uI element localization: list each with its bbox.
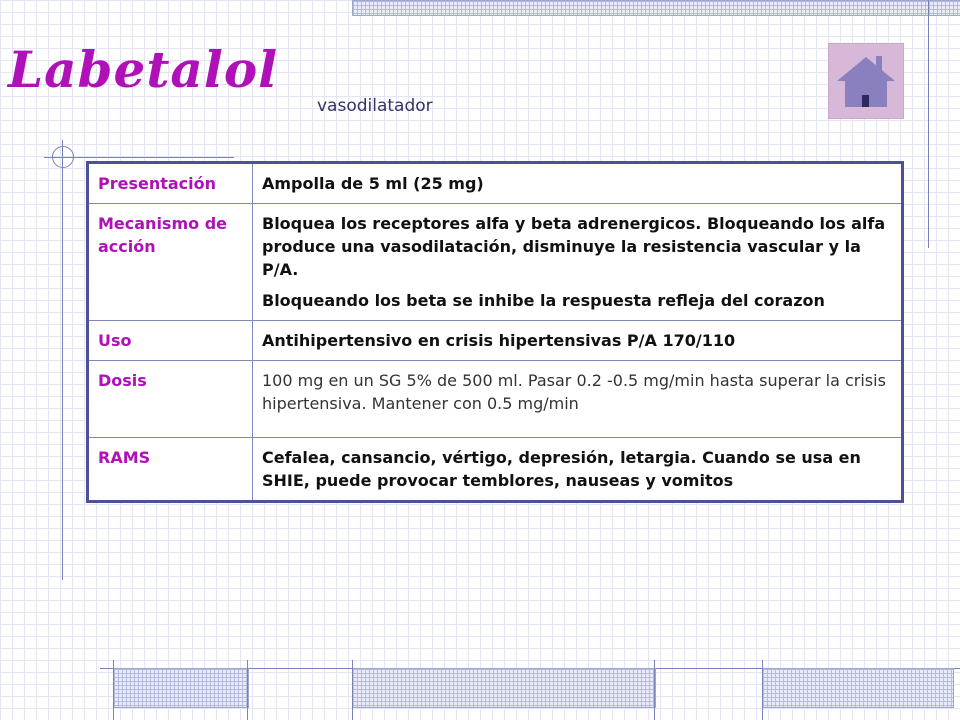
- home-button[interactable]: [828, 43, 904, 119]
- decor-bottom-tick-3: [352, 660, 353, 720]
- decor-bottom-box-2: [352, 668, 656, 708]
- row-label: Dosis: [88, 361, 253, 438]
- row-value: [253, 361, 903, 438]
- home-icon: [829, 44, 903, 118]
- decor-bottom-box-1: [113, 668, 249, 708]
- slide-title: Labetalol: [8, 40, 279, 99]
- row-label: RAMS: [88, 438, 253, 502]
- table-row-presentacion: [88, 163, 903, 204]
- decor-bottom-tick-1: [113, 660, 114, 720]
- row-paragraph: Bloqueando los beta se inhibe la respuesta refleja del corazon: [262, 291, 825, 310]
- row-paragraph: Antihipertensivo en crisis hipertensivas P/A 170/110: [262, 331, 736, 350]
- row-value: [253, 438, 903, 502]
- table-row-rams: [88, 438, 903, 502]
- row-label: Uso: [88, 321, 253, 361]
- drug-info-table: [86, 161, 904, 503]
- decor-bottom-tick-2: [247, 660, 248, 720]
- table-row-mecanismo: [88, 204, 903, 321]
- decor-circle: [52, 146, 74, 168]
- row-label: Mecanismo de acción: [88, 204, 253, 321]
- row-value: [253, 321, 903, 361]
- decor-top-strip: [352, 0, 960, 16]
- table-row-uso: [88, 321, 903, 361]
- row-value: [253, 163, 903, 204]
- decor-left-line: [62, 140, 63, 580]
- decor-bottom-tick-5: [762, 660, 763, 720]
- slide-subtitle: vasodilatador: [317, 96, 433, 116]
- decor-right-line: [928, 0, 929, 248]
- row-label: Presentación: [88, 163, 253, 204]
- table-row-dosis: [88, 361, 903, 438]
- row-paragraph: Ampolla de 5 ml (25 mg): [262, 174, 484, 193]
- row-paragraph: Cefalea, cansancio, vértigo, depresión, letargia. Cuando se usa en SHIE, puede provocar temblores, nauseas y vomitos: [262, 448, 861, 490]
- decor-bottom-tick-4: [654, 660, 655, 720]
- row-value: [253, 204, 903, 321]
- row-paragraph: 100 mg en un SG 5% de 500 ml. Pasar 0.2 -0.5 mg/min hasta superar la crisis hipertensiva. Mantener con 0.5 mg/min: [262, 371, 886, 413]
- decor-bottom-box-3: [762, 668, 954, 708]
- row-paragraph: Bloquea los receptores alfa y beta adrenergicos. Bloqueando los alfa produce una vasodilatación, disminuye la resistencia vascular y la P/A.: [262, 214, 886, 279]
